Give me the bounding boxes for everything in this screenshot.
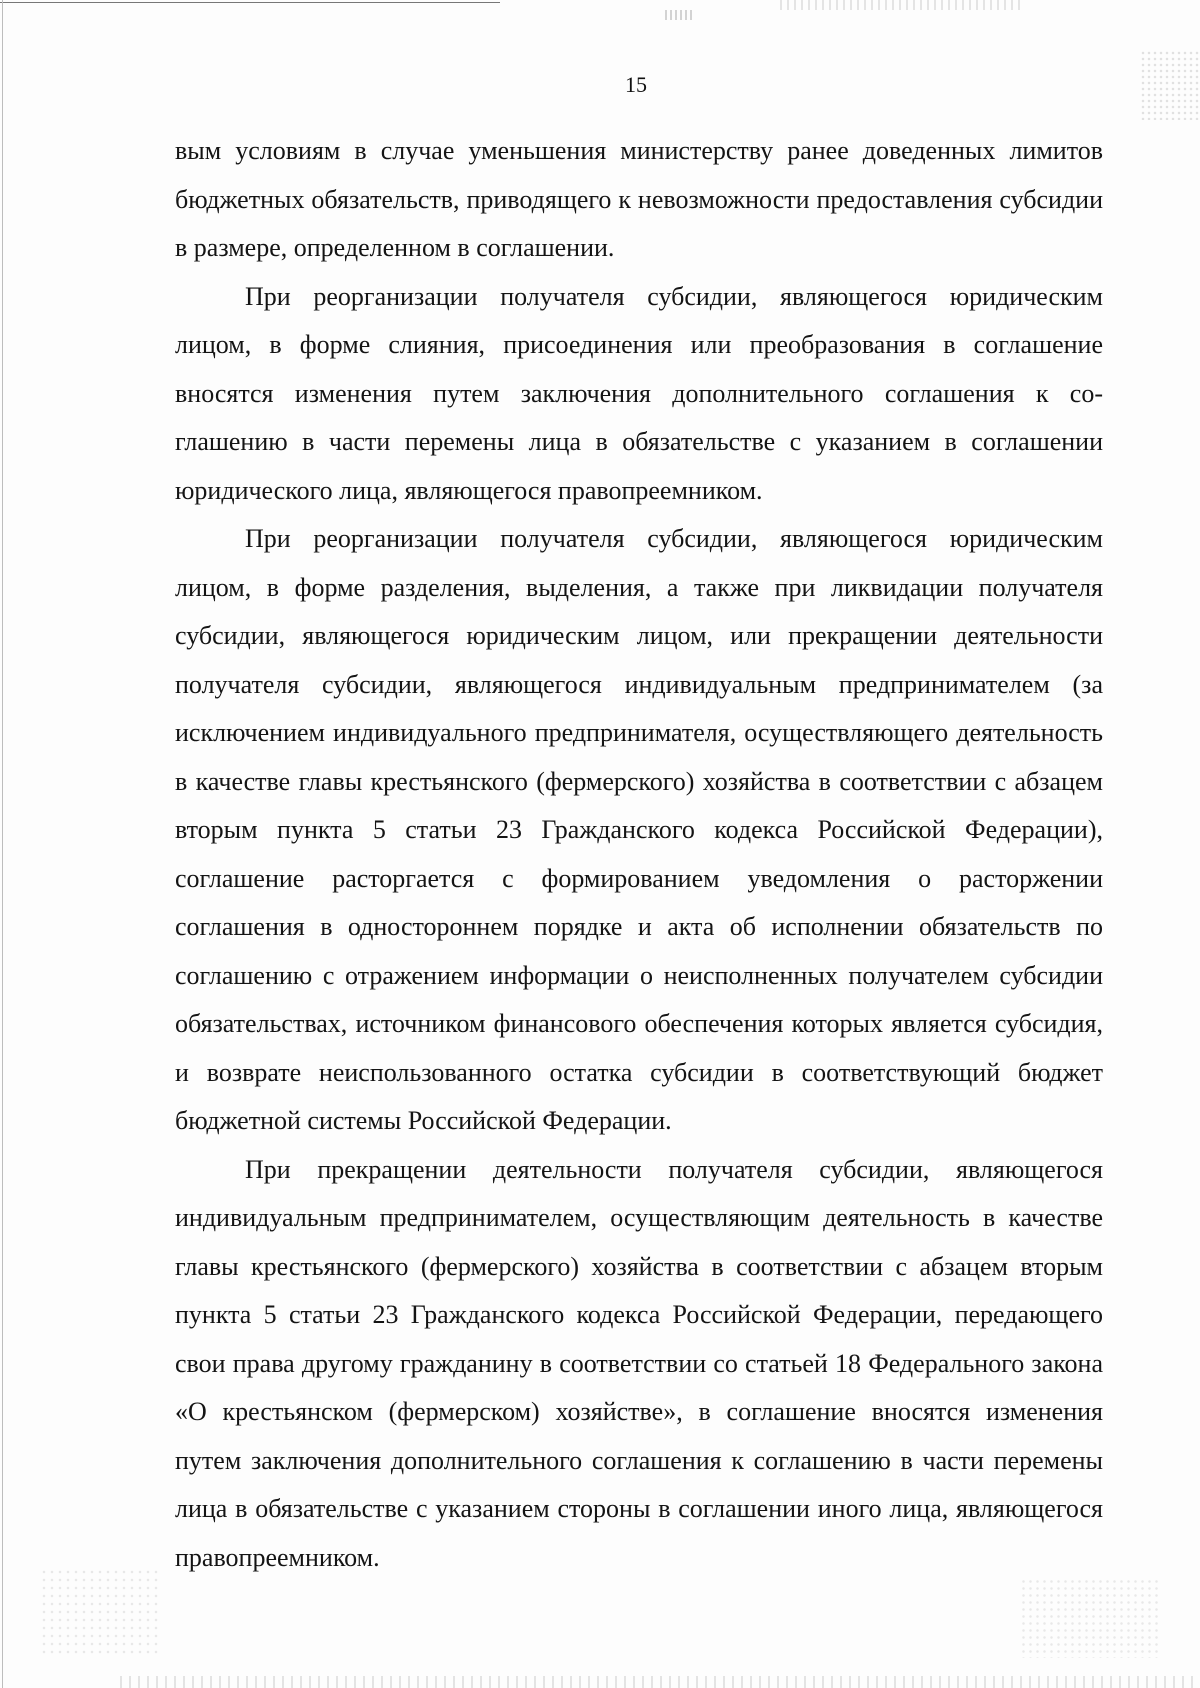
page-number: 15 bbox=[625, 72, 647, 97]
scan-artifact-bottom-edge bbox=[120, 1676, 1200, 1688]
scan-artifact-top-line bbox=[0, 2, 500, 3]
paragraph-farm-termination: При прекращении деятельности получателя субсидии, являющегося индивидуальным предпринимателем, осуществляющим деятельность в качестве главы крестьянского (фермерского) хозяйства в соответствии с абзацем вторым пункта 5 статьи 23 Гражданского кодекса Российской Федерации, передающего свои права другому гражданину в соответствии со статьей 18 Федерального закона «О крестьянском (фермерском) хозяйстве», в соглашение вносятся изменения путем заключения дополнительного соглашения к соглашению в части перемены лица в обязательстве с указанием стороны в соглашении иного лица, являющегося правопреемником. bbox=[175, 1154, 1103, 1572]
scan-artifact-top-noise bbox=[780, 0, 1020, 10]
scan-artifact-left-edge bbox=[2, 0, 3, 1688]
scan-artifact-bottom-left-noise bbox=[40, 1568, 160, 1658]
paragraph-reorganization-merger: При реорганизации получателя субсидии, являющегося юридическим лицом, в форме слияния, присоединения или преобразования в соглашение вносятся изменения путем заключения дополнительного соглашения к соглашению в части перемены лица в обязательстве с указанием в соглашении юридического лица, являющегося правопреемником. bbox=[175, 281, 1103, 505]
scan-artifact-top-speck bbox=[665, 10, 695, 20]
paragraph-reorganization-division: При реорганизации получателя субсидии, являющегося юридическим лицом, в форме разделения, выделения, а также при ликвидации получателя субсидии, являющегося юридическим лицом, или прекращении деятельности получателя субсидии, являющегося индивидуальным предпринимателем (за исключением индивидуального предпринимателя, осуществляющего деятельность в качестве главы крестьянского (фермерского) хозяйства в соответствии с абзацем вторым пункта 5 статьи 23 Гражданского кодекса Российской Федерации), соглашение расторгается с формированием уведомления о расторжении соглашения в одностороннем порядке и акта об исполнении обязательств по соглашению с отражением информации о неисполненных получателем субсидии обязательствах, источником финансового обеспечения которых является субсидия, и возврате неиспользованного остатка субсидии в соответствующий бюджет бюджетной системы Российской Федерации. bbox=[175, 524, 1103, 1135]
paragraph-continuation: вым условиям в случае уменьшения министерству ранее доведенных лимитов бюджетных обязательств, приводящего к невозможности предоставления субсидии в размере, определенном в соглашении. bbox=[175, 136, 1103, 262]
scan-artifact-bottom-right-noise bbox=[1020, 1578, 1160, 1658]
document-body bbox=[175, 127, 1103, 1582]
